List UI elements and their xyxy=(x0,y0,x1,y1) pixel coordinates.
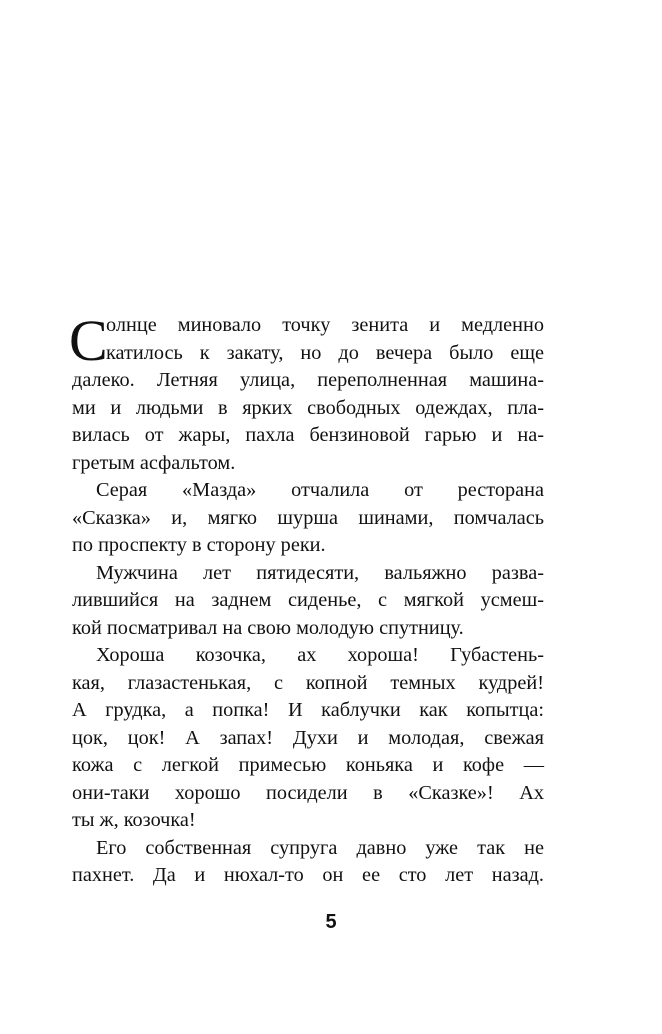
text-line: лившийся на заднем сиденье, с мягкой усмеш- xyxy=(72,589,544,611)
text-line: катилось к закату, но до вечера было еще xyxy=(106,341,544,364)
text-line: олнце миновало точку зенита и медленно xyxy=(106,314,544,336)
text-line: они-таки хорошо посидели в «Сказке»! Ах xyxy=(72,781,544,804)
text-line: по проспекту в сторону реки. xyxy=(72,534,326,556)
text-line: вилась от жары, пахла бензиновой гарью и на- xyxy=(72,424,544,446)
body-text xyxy=(72,312,544,890)
text-line: кой посматривал на свою молодую спутницу. xyxy=(72,616,464,639)
text-line: Хороша козочка, ах хороша! Губастень- xyxy=(96,644,544,666)
drop-cap: С xyxy=(69,308,108,373)
text-line: ми и людьми в ярких свободных одеждах, пла- xyxy=(72,396,544,419)
text-line: Мужчина лет пятидесяти, вальяжно разва- xyxy=(96,561,544,584)
text-line: пахнет. Да и нюхал-то он ее сто лет назад. xyxy=(72,864,544,886)
text-line: цок, цок! А запах! Духи и молодая, свежая xyxy=(72,726,544,749)
text-line: кая, глазастенькая, с копной темных кудрей! xyxy=(72,671,544,694)
text-line: Его собственная супруга давно уже так не xyxy=(96,836,544,859)
text-line: ты ж, козочка! xyxy=(72,809,196,831)
text-line: кожа с легкой примесью коньяка и кофе — xyxy=(72,754,544,776)
text-line: Серая «Мазда» отчалила от ресторана xyxy=(96,479,544,501)
text-line: «Сказка» и, мягко шурша шинами, помчалась xyxy=(72,506,544,529)
text-line: гретым асфальтом. xyxy=(72,451,236,474)
text-line: А грудка, а попка! И каблучки как копытца: xyxy=(72,699,544,721)
text-line: далеко. Летняя улица, переполненная машина- xyxy=(72,369,544,391)
page-number: 5 xyxy=(325,911,337,933)
